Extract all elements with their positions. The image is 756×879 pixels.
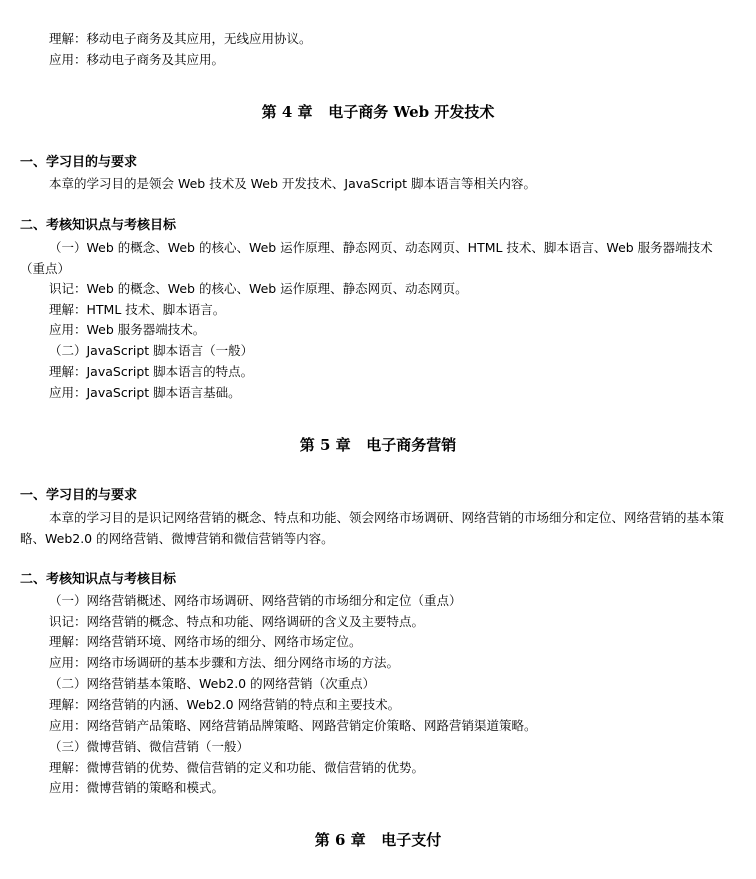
chapter-5-section-1-text: 本章的学习目的是识记网络营销的概念、特点和功能、领会网络市场调研、网络营销的市场细分和定位、网络营销的基本策略、Web2.0 的网络营销、微博营销和微信营销等内容。 xyxy=(20,510,725,546)
chapter-4-line: （二）JavaScript 脚本语言（一般） xyxy=(49,343,254,358)
chapter-4-section-2-title: 二、考核知识点与考核目标 xyxy=(20,218,177,233)
chapter-5-line: 应用：网络营销产品策略、网络营销品牌策略、网路营销定价策略、网路营销渠道策略。 xyxy=(49,718,537,733)
chapter-5-line: 理解：网络营销环境、网络市场的细分、网络市场定位。 xyxy=(49,634,362,649)
chapter-4-line: 理解：HTML 技术、脚本语言。 xyxy=(49,302,226,317)
chapter-4-section-1-text: 本章的学习目的是领会 Web 技术及 Web 开发技术、JavaScript 脚本语言等相关内容。 xyxy=(49,176,537,191)
chapter-5-line: 理解：网络营销的内涵、Web2.0 网络营销的特点和主要技术。 xyxy=(49,697,401,712)
chapter-5-heading: 第 5 章 电子商务营销 xyxy=(299,436,457,454)
intro-line-apply: 应用：移动电子商务及其应用。 xyxy=(49,52,225,67)
chapter-5-line: （二）网络营销基本策略、Web2.0 的网络营销（次重点） xyxy=(49,676,376,691)
chapter-4-topic-1: （一）Web 的概念、Web 的核心、Web 运作原理、静态网页、动态网页、HTML 技术、脚本语言、Web 服务器端技术（重点） xyxy=(20,240,713,276)
chapter-6-heading: 第 6 章 电子支付 xyxy=(314,831,442,849)
chapter-4-line: 识记：Web 的概念、Web 的核心、Web 运作原理、静态网页、动态网页。 xyxy=(49,281,468,296)
chapter-5-section-2-title: 二、考核知识点与考核目标 xyxy=(20,572,177,587)
intro-line-understand: 理解：移动电子商务及其应用，无线应用协议。 xyxy=(49,31,312,46)
chapter-4-line: 理解：JavaScript 脚本语言的特点。 xyxy=(49,364,254,379)
chapter-5-line: 应用：微博营销的策略和模式。 xyxy=(49,780,225,795)
chapter-5-line: 应用：网络市场调研的基本步骤和方法、细分网络市场的方法。 xyxy=(49,655,400,670)
chapter-5-line: （一）网络营销概述、网络市场调研、网络营销的市场细分和定位（重点） xyxy=(49,593,462,608)
chapter-4-line: 应用：Web 服务器端技术。 xyxy=(49,322,206,337)
chapter-4-heading: 第 4 章 电子商务 Web 开发技术 xyxy=(261,103,495,121)
chapter-4-section-1-title: 一、学习目的与要求 xyxy=(20,155,138,170)
chapter-5-line: 识记：网络营销的概念、特点和功能、网络调研的含义及主要特点。 xyxy=(49,614,425,629)
chapter-5-section-1-title: 一、学习目的与要求 xyxy=(20,488,138,503)
chapter-5-line: （三）微博营销、微信营销（一般） xyxy=(49,739,250,754)
chapter-4-line: 应用：JavaScript 脚本语言基础。 xyxy=(49,385,241,400)
chapter-5-line: 理解：微博营销的优势、微信营销的定义和功能、微信营销的优势。 xyxy=(49,760,425,775)
